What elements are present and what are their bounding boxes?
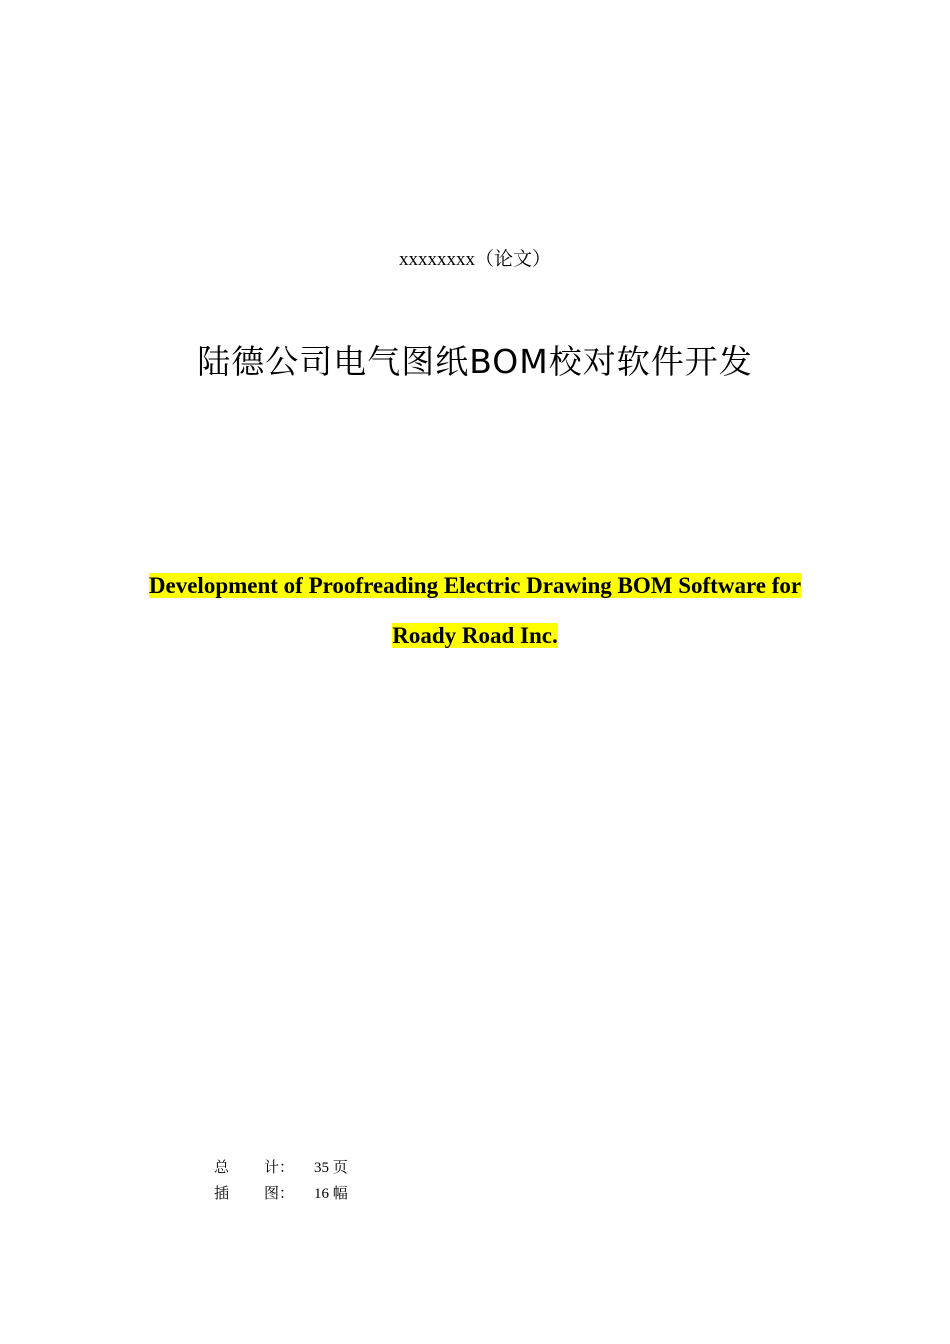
stat-label-char2: 图：	[264, 1186, 295, 1202]
stat-label-char1: 插	[214, 1186, 230, 1202]
english-title-line-1: Development of Proofreading Electric Drawing BOM Software for	[148, 573, 802, 598]
stat-value-figures: 16 幅	[314, 1186, 348, 1202]
document-type-label: xxxxxxxx（论文）	[398, 249, 551, 270]
chinese-title: 陆德公司电气图纸BOM校对软件开发	[197, 342, 753, 381]
english-title-line-2: Roady Road Inc.	[392, 623, 558, 648]
stat-label-char1: 总	[214, 1160, 230, 1176]
stat-value-pages: 35 页	[314, 1160, 348, 1176]
english-title	[100, 561, 850, 661]
stat-row-total-pages	[214, 1155, 348, 1181]
stat-label-char2: 计：	[264, 1160, 295, 1176]
document-statistics	[214, 1155, 348, 1207]
stat-row-figures	[214, 1181, 348, 1207]
